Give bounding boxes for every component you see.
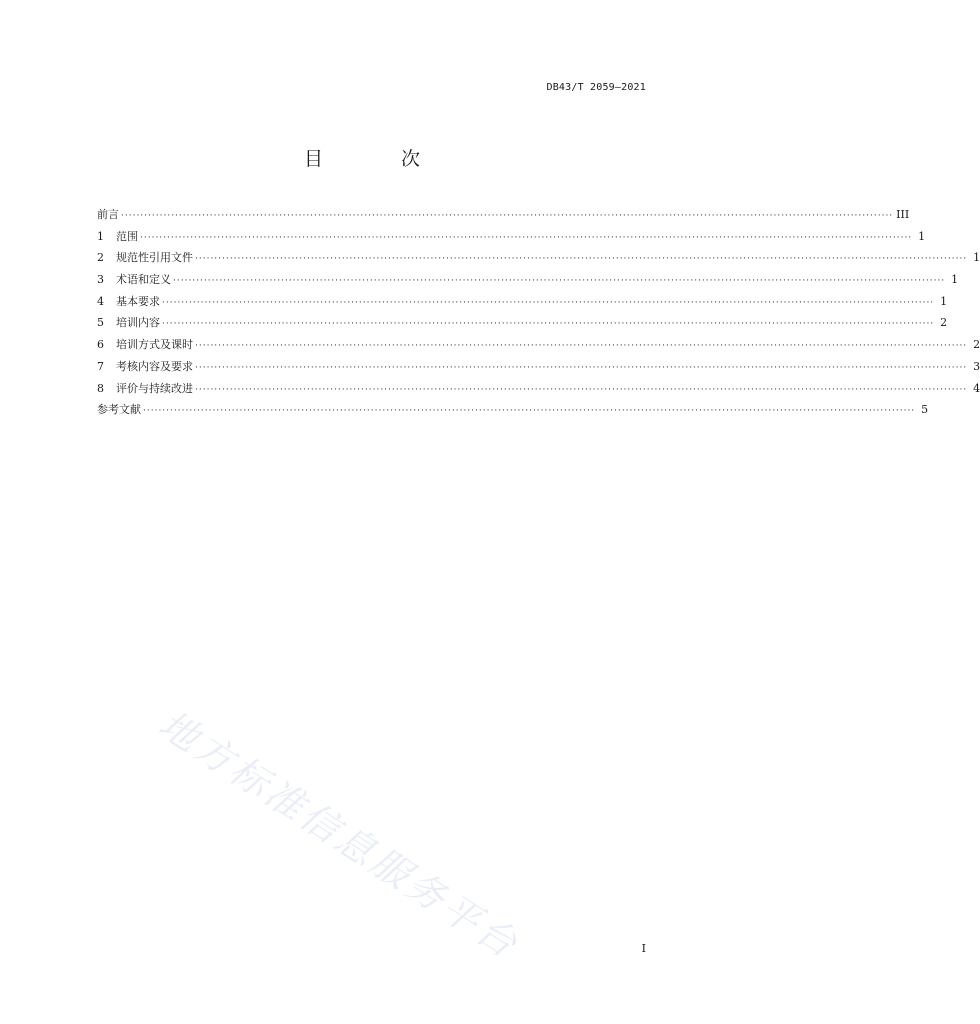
toc-entry-label: 评价与持续改进 [116, 381, 193, 395]
toc-entry-number: 6 [97, 338, 104, 352]
toc-entry-number: 1 [97, 229, 104, 243]
toc-entry-page: III [896, 208, 910, 221]
toc-entry-foreword[interactable] [97, 204, 910, 226]
toc-entry-label: 培训方式及课时 [116, 338, 193, 352]
toc-entry-assessment[interactable] [97, 356, 980, 378]
toc-entry-number: 8 [97, 381, 104, 395]
toc-entry-label: 术语和定义 [116, 273, 171, 287]
toc-entry-page: 1 [973, 251, 980, 265]
toc-entry-label: 考核内容及要求 [116, 359, 193, 373]
toc-entry-normative-references[interactable] [97, 247, 980, 269]
toc-leader-dots: ········································································································································································································ [162, 297, 935, 308]
toc-leader-dots: ········································································································································································································ [173, 276, 946, 287]
toc-entry-label: 范围 [116, 229, 138, 243]
toc-entry-label: 参考文献 [97, 403, 141, 417]
toc-leader-dots: ········································································································································································································ [195, 341, 968, 352]
toc-entry-page: 4 [973, 381, 980, 395]
page-number: I [641, 942, 646, 955]
toc-leader-dots: ········································································································································································································ [121, 211, 894, 221]
watermark: 地方标准信息服务平台 [151, 701, 528, 968]
toc-entry-number: 4 [97, 294, 104, 308]
toc-entry-number: 7 [97, 359, 104, 373]
toc-entry-page: 1 [918, 229, 926, 243]
toc-entry-label: 培训内容 [116, 316, 160, 330]
toc-entry-page: 2 [973, 338, 980, 352]
toc-leader-dots: ········································································································································································································ [140, 232, 913, 243]
toc-entry-label: 规范性引用文件 [116, 251, 193, 265]
toc-entry-terms-definitions[interactable] [97, 269, 959, 291]
toc-entry-training-methods-hours[interactable] [97, 334, 980, 356]
toc-entry-label: 前言 [97, 208, 119, 221]
toc-entry-page: 1 [940, 294, 948, 308]
toc-leader-dots: ········································································································································································································ [143, 406, 916, 417]
toc-entry-number: 5 [97, 316, 104, 330]
table-of-contents [97, 204, 980, 421]
toc-entry-page: 2 [940, 316, 948, 330]
toc-entry-label: 基本要求 [116, 294, 160, 308]
page-title: 目 次 [303, 148, 457, 170]
toc-leader-dots: ········································································································································································································ [195, 384, 968, 395]
toc-entry-basic-requirements[interactable] [97, 291, 948, 313]
toc-leader-dots: ········································································································································································································ [195, 254, 968, 265]
toc-entry-page: 3 [973, 359, 980, 373]
toc-entry-scope[interactable] [97, 226, 926, 248]
toc-leader-dots: ········································································································································································································ [162, 319, 935, 330]
standard-code: DB43/T 2059—2021 [546, 82, 646, 93]
toc-leader-dots: ········································································································································································································ [195, 362, 968, 373]
toc-entry-number: 3 [97, 273, 104, 287]
toc-entry-number: 2 [97, 251, 104, 265]
toc-entry-page: 5 [921, 403, 929, 417]
toc-entry-page: 1 [951, 273, 959, 287]
toc-entry-bibliography[interactable] [97, 399, 929, 421]
toc-entry-training-content[interactable] [97, 312, 948, 334]
toc-entry-evaluation-improvement[interactable] [97, 378, 980, 400]
